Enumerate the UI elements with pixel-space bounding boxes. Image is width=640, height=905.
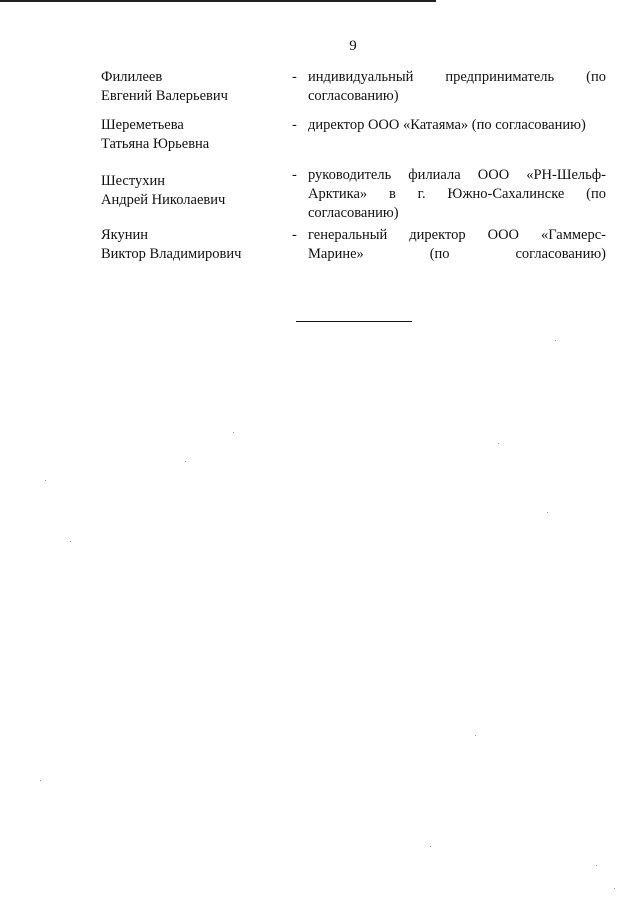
scan-speck [430,846,431,847]
person-position: руководитель филиала ООО «РН-Шельф-Арктика» в г. Южно-Сахалинске (по согласованию) [308,167,606,221]
scan-speck [498,443,499,444]
list-item [101,166,611,226]
scan-speck [185,461,186,462]
scan-speck [40,780,41,781]
person-surname: Шереметьева [101,117,184,133]
scan-speck [45,480,46,481]
list-item [101,68,611,108]
person-given-names: Евгений Валерьевич [101,88,228,104]
person-given-names: Виктор Владимирович [101,246,242,262]
closing-rule [296,321,412,322]
dash-separator: - [292,69,297,85]
dash-separator: - [292,227,297,243]
person-name [101,116,281,154]
person-position: генеральный директор ООО «Гаммерс-Марине» (по согласованию) [308,227,606,262]
list-item [101,116,611,156]
scan-speck [614,888,615,889]
person-name [101,68,281,106]
scan-speck [70,541,71,542]
scan-speck [555,340,556,341]
dash-separator: - [292,167,297,183]
top-edge-rule [0,0,436,2]
person-given-names: Андрей Николаевич [101,192,226,208]
person-surname: Якунин [101,227,149,243]
person-name [101,226,281,264]
scan-speck [475,735,476,736]
person-position: директор ООО «Катаяма» (по согласованию) [308,117,586,133]
person-surname: Шестухин [101,173,166,189]
dash-separator: - [292,117,297,133]
page-number: 9 [349,38,357,54]
scan-speck [233,432,234,433]
person-surname: Филилеев [101,69,163,85]
list-item [101,226,611,266]
scan-speck [547,512,548,513]
person-name [101,172,281,210]
scan-speck [596,865,597,866]
person-position: индивидуальный предприниматель (по согласованию) [308,69,606,104]
person-given-names: Татьяна Юрьевна [101,136,210,152]
